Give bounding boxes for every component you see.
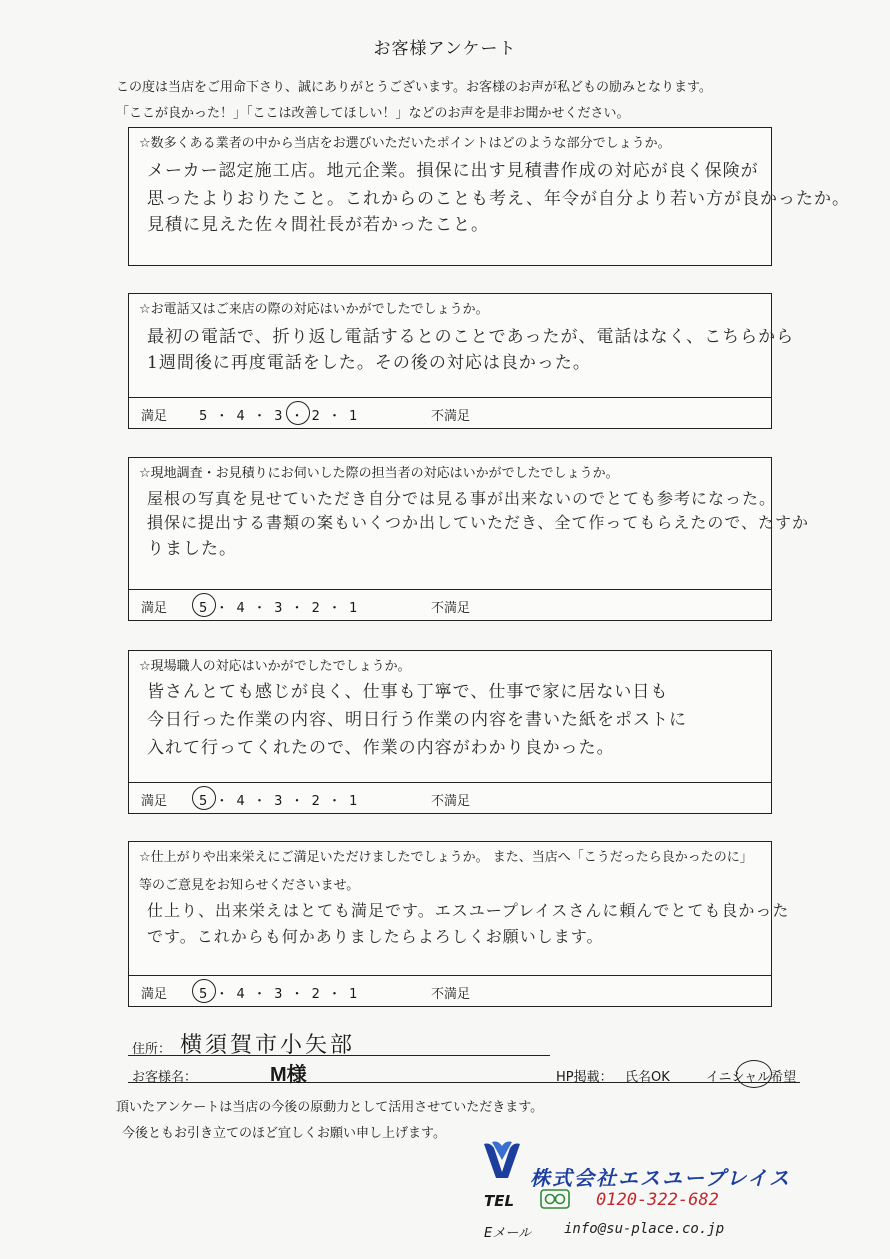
- answer-1-line-2: 思ったよりおりたこと。これからのことも考え、年令が自分より若い方が良かったか。: [147, 189, 851, 209]
- question-box-2: [128, 293, 795, 429]
- answer-5-line-1: 仕上り、出来栄えはとても満足です。エスユープレイスさんに頼んでとても良かった: [147, 901, 790, 920]
- answer-5-line-2: です。これからも何かありましたらよろしくお願いします。: [147, 927, 604, 946]
- rating-scale: 5 ・ 4 ・ 3 ・ 2 ・ 1: [199, 987, 358, 1002]
- question-3-text: ☆現地調査・お見積りにお伺いした際の担当者の対応はいかがでしたでしょうか。: [139, 466, 619, 481]
- rating-label: 満足: [141, 794, 168, 809]
- hp-label: HP掲載：: [556, 1070, 613, 1085]
- rating-end-label: 不満足: [431, 987, 471, 1002]
- rating-label: 満足: [141, 601, 168, 616]
- freedial-icon: [540, 1189, 570, 1209]
- answer-2-line-2: 1週間後に再度電話をした。その後の対応は良かった。: [147, 353, 591, 373]
- rating-row-5: [129, 975, 771, 1006]
- question-box-3: [128, 457, 810, 621]
- answer-3-line-2: 損保に提出する書類の案もいくつか出していただき、全て作ってもらえたので、たすか: [147, 513, 810, 532]
- address-value: 横須賀市小矢部: [180, 1033, 356, 1058]
- answer-2-line-1: 最初の電話で、折り返し電話するとのことであったが、電話はなく、こちらから: [147, 327, 795, 347]
- customer-name-underline: [128, 1082, 550, 1083]
- rating-label: 満足: [141, 987, 168, 1002]
- question-4-text: ☆現場職人の対応はいかがでしたでしょうか。: [139, 659, 411, 674]
- company-logo-icon: [480, 1138, 524, 1182]
- address-label: 住所：: [132, 1042, 172, 1057]
- footer-line-2: 今後ともお引き立てのほど宜しくお願い申し上げます。: [122, 1126, 446, 1141]
- answer-3-line-3: りました。: [147, 539, 237, 559]
- customer-name-value: M様: [270, 1064, 307, 1086]
- selected-rating-circle: [192, 786, 216, 810]
- rating-scale: 5 ・ 4 ・ 3 ・ 2 ・ 1: [199, 601, 358, 616]
- selected-rating-circle: [192, 593, 216, 617]
- answer-1-line-1: メーカー認定施工店。地元企業。損保に出す見積書作成の対応が良く保険が: [147, 161, 759, 181]
- tel-number: 0120-322-682: [596, 1190, 719, 1210]
- selected-rating-circle: [286, 401, 310, 425]
- rating-scale: 5 ・ 4 ・ 3 ・ 2 ・ 1: [199, 794, 358, 809]
- rating-end-label: 不満足: [431, 409, 471, 424]
- rating-row-3: [129, 589, 771, 620]
- answer-1-line-3: 見積に見えた佐々間社長が若かったこと。: [147, 215, 489, 235]
- question-box-1: [128, 127, 851, 266]
- rating-end-label: 不満足: [431, 601, 471, 616]
- question-5-text-line-2: 等のご意見をお知らせくださいませ。: [139, 878, 360, 893]
- hp-option-name-ok: 氏名OK: [625, 1070, 670, 1085]
- email-label: Eメール: [484, 1226, 531, 1241]
- question-box-4: [128, 650, 772, 814]
- hp-underline: [550, 1082, 800, 1083]
- footer-line-1: 頂いたアンケートは当店の今後の原動力として活用させていただきます。: [116, 1100, 544, 1115]
- rating-row-2: [129, 397, 771, 428]
- answer-4-line-1: 皆さんとても感じが良く、仕事も丁寧で、仕事で家に居ない日も: [147, 682, 669, 702]
- company-name: 株式会社エスユープレイス: [530, 1166, 791, 1190]
- rating-scale: 5 ・ 4 ・ 3 ・ 2 ・ 1: [199, 409, 358, 424]
- question-box-5: [128, 841, 790, 1007]
- email-address: info@su-place.co.jp: [564, 1221, 725, 1237]
- answer-3-line-1: 屋根の写真を見せていただき自分では見る事が出来ないのでとても参考になった。: [147, 489, 777, 508]
- intro-line-1: この度は当店をご用命下さり、誠にありがとうございます。お客様のお声が私どもの励みとなります。: [116, 80, 712, 95]
- question-1-text: ☆数多くある業者の中から当店をお選びいただいたポイントはどのような部分でしょうか。: [139, 136, 671, 151]
- rating-label: 満足: [141, 409, 168, 424]
- intro-line-2: 「ここが良かった！」「ここは改善してほしい！」などのお声を是非お聞かせください。: [116, 106, 630, 121]
- customer-name-label: お客様名：: [132, 1070, 198, 1085]
- question-2-text: ☆お電話又はご来店の際の対応はいかがでしたでしょうか。: [139, 302, 489, 317]
- address-underline: [128, 1055, 550, 1056]
- page-title: お客様アンケート: [373, 39, 517, 59]
- answer-4-line-2: 今日行った作業の内容、明日行う作業の内容を書いた紙をポストに: [147, 710, 687, 730]
- selected-hp-option-circle: [736, 1060, 772, 1088]
- rating-end-label: 不満足: [431, 794, 471, 809]
- hp-option-initial: イニシャル希望: [706, 1070, 797, 1085]
- rating-row-4: [129, 782, 771, 813]
- question-5-text: ☆仕上がりや出来栄えにご満足いただけましたでしょうか。 また、当店へ「こうだったら良かったのに」: [139, 850, 753, 865]
- selected-rating-circle: [192, 979, 216, 1003]
- tel-label: TEL: [484, 1192, 515, 1210]
- answer-4-line-3: 入れて行ってくれたので、作業の内容がわかり良かった。: [147, 738, 615, 758]
